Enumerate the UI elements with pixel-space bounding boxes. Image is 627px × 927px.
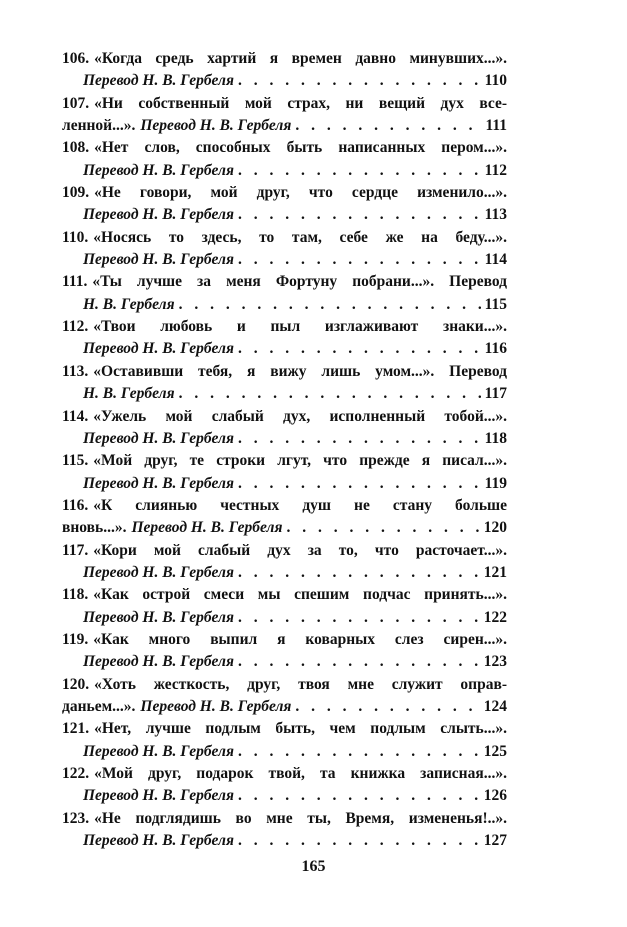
toc-entry-translator: Н. В. Гербеля (83, 295, 175, 313)
leader-dots (295, 115, 481, 137)
toc-entry-translator-line (62, 741, 507, 763)
toc-entry-number: 112. (62, 318, 89, 336)
toc-entry-title-line (62, 674, 507, 696)
toc-entry-translator-line (62, 785, 507, 807)
toc-entry-page: 126 (483, 787, 507, 805)
toc-entry-page: 124 (483, 697, 507, 715)
toc-entry-translator: Перевод Н. В. Гербеля (83, 72, 234, 90)
toc-entry-number: 120. (62, 675, 90, 693)
toc-entry-translator-line (62, 830, 507, 852)
toc-entry-translator: Перевод Н. В. Гербеля (83, 832, 234, 850)
toc-entry-title: «Мой друг, те строки лгут, что прежде я писал...». (93, 452, 507, 470)
toc-entry-title: «Мой друг, подарок твой, та книжка записная...». (94, 765, 507, 782)
toc-entry-translator-line (62, 562, 507, 584)
toc-entry-page: 119 (484, 474, 507, 492)
leader-dots (238, 204, 481, 226)
toc-entry-title-line (62, 137, 507, 159)
toc-entry-translator: Перевод Н. В. Гербеля (83, 474, 234, 492)
toc-entry (62, 406, 507, 451)
toc-entry-title: «Не подглядишь во мне ты, Время, измененья!..». (94, 809, 507, 827)
toc-entry-title-continuation: даньем...». (62, 697, 136, 715)
toc-entry-number: 110. (62, 228, 89, 246)
leader-dots (238, 249, 481, 271)
toc-entry-title-line (62, 584, 507, 606)
leader-dots (238, 70, 481, 92)
toc-entry-title: «Когда средь хартий я времен давно минувших...». (94, 50, 507, 67)
toc-entry-translator-line (62, 517, 507, 539)
toc-entry-title-line (62, 406, 507, 428)
toc-entry-title-line (62, 808, 507, 830)
toc-entry-title-line (62, 718, 507, 740)
leader-dots (179, 383, 481, 405)
toc-entry-title-line (62, 93, 507, 115)
toc-entry-page: 113 (484, 206, 507, 224)
toc-entry-title: «Хоть жесткость, друг, твоя мне служит оправ- (94, 675, 507, 693)
toc-entry-translator: Перевод Н. В. Гербеля (83, 742, 234, 760)
toc-entry (62, 137, 507, 182)
leader-dots (238, 741, 480, 763)
toc-entry-title-line (62, 495, 507, 517)
toc-entry-translator-line (62, 651, 507, 673)
toc-entry (62, 540, 507, 585)
toc-entry-number: 118. (62, 586, 89, 604)
toc-entry-translator: Перевод Н. В. Гербеля (83, 608, 234, 626)
toc-entry-number: 116. (62, 496, 89, 514)
toc-entry-page: 125 (483, 742, 507, 760)
toc-entry-number: 109. (62, 184, 90, 202)
toc-entry (62, 718, 507, 763)
toc-entry-title-line (62, 763, 507, 785)
page-number: 165 (301, 858, 326, 875)
toc-entry (62, 48, 507, 93)
toc-entry-number: 117. (62, 541, 89, 559)
toc-entry-title: «Как острой смеси мы спешим подчас принять...». (93, 586, 507, 604)
toc-entry-title: «Кори мой слабый дух за то, что расточает...». (93, 541, 507, 559)
toc-entry-number: 114. (62, 407, 89, 425)
toc-entry-page: 127 (483, 832, 507, 850)
leader-dots (238, 607, 480, 629)
toc-entry-title-line (62, 182, 507, 204)
leader-dots (238, 160, 481, 182)
toc-entry-page: 121 (483, 563, 507, 581)
toc-entry-title: «Не говори, мой друг, что сердце изменило...». (94, 184, 507, 202)
toc-entry-title-line (62, 271, 507, 293)
toc-entry-translator-line (62, 160, 507, 182)
toc-entry-title-line (62, 316, 507, 338)
toc-entry-title: «Ужель мой слабый дух, исполненный тобой...». (93, 407, 507, 425)
toc-entry-number: 123. (62, 809, 90, 827)
leader-dots (179, 294, 481, 316)
toc-entry-page: 111 (485, 117, 507, 135)
toc-entry (62, 808, 507, 853)
toc-entry-number: 121. (62, 720, 90, 738)
toc-entry-title: «Как много выпил я коварных слез сирен...». (93, 630, 507, 648)
leader-dots (238, 830, 480, 852)
toc-entry-title-continuation: вновь...». (62, 519, 127, 537)
table-of-contents (62, 48, 507, 852)
toc-entry (62, 361, 507, 406)
toc-entry-translator: Перевод Н. В. Гербеля (83, 161, 234, 179)
toc-entry-translator: Перевод Н. В. Гербеля (140, 697, 292, 715)
toc-entry-translator-line (62, 428, 507, 450)
toc-entry-translator: Перевод Н. В. Гербеля (83, 340, 234, 358)
toc-entry-title: «К слиянью честных душ не стану больше (93, 496, 507, 514)
toc-entry-page: 115 (484, 295, 507, 313)
toc-entry-number: 113. (62, 362, 89, 380)
toc-entry-number: 106. (62, 50, 90, 67)
toc-entry (62, 629, 507, 674)
leader-dots (238, 562, 480, 584)
toc-entry-number: 119. (62, 630, 89, 648)
toc-entry-title: «Носясь то здесь, то там, себе же на беду...». (93, 228, 507, 246)
toc-entry (62, 316, 507, 361)
toc-entry-title-line (62, 450, 507, 472)
toc-entry-translator: Перевод Н. В. Гербеля (83, 563, 234, 581)
toc-entry-title: «Ни собственный мой страх, ни вещий дух все- (94, 94, 507, 112)
toc-entry-number: 115. (62, 452, 89, 470)
toc-entry-number: 108. (62, 139, 90, 157)
toc-entry-page: 122 (483, 608, 507, 626)
toc-entry-title: «Твои любовь и пыл изглаживают знаки...». (93, 318, 507, 336)
toc-entry-title-line (62, 48, 507, 70)
leader-dots (286, 517, 479, 539)
toc-entry-translator: Перевод Н. В. Гербеля (83, 251, 234, 269)
toc-entry-translator-line (62, 294, 507, 316)
toc-entry-translator-line (62, 70, 507, 92)
toc-entry (62, 674, 507, 719)
toc-entry-number: 122. (62, 765, 90, 782)
toc-entry-page: 123 (483, 653, 507, 671)
toc-entry-translator-line (62, 473, 507, 495)
toc-entry-page: 110 (484, 72, 507, 90)
leader-dots (238, 428, 481, 450)
toc-entry-translator: Н. В. Гербеля (83, 385, 175, 403)
leader-dots (238, 473, 481, 495)
toc-entry (62, 182, 507, 227)
toc-entry-title: «Нет слов, способных быть написанных пером...». (94, 139, 507, 157)
toc-entry-title: «Оставивши тебя, я вижу лишь умом...». Перевод (93, 362, 507, 380)
toc-entry-page: 117 (484, 385, 507, 403)
leader-dots (238, 785, 480, 807)
leader-dots (295, 696, 479, 718)
toc-entry-number: 111. (62, 273, 88, 291)
toc-entry (62, 450, 507, 495)
toc-entry-page: 116 (484, 340, 507, 358)
toc-entry-translator-line (62, 204, 507, 226)
leader-dots (238, 338, 481, 360)
toc-entry (62, 495, 507, 540)
toc-entry-translator: Перевод Н. В. Гербеля (83, 206, 234, 224)
toc-entry-page: 114 (484, 251, 507, 269)
toc-entry-translator-line (62, 115, 507, 137)
toc-entry-translator-line (62, 383, 507, 405)
toc-entry-title-line (62, 629, 507, 651)
toc-entry-page: 120 (483, 519, 507, 537)
toc-entry-translator: Перевод Н. В. Гербеля (83, 653, 234, 671)
toc-entry-page: 112 (484, 161, 507, 179)
toc-entry-number: 107. (62, 94, 90, 112)
toc-entry-translator: Перевод Н. В. Гербеля (83, 787, 234, 805)
toc-entry-translator-line (62, 696, 507, 718)
toc-entry-translator: Перевод Н. В. Гербеля (131, 519, 283, 537)
toc-entry-title-line (62, 361, 507, 383)
toc-entry-title-line (62, 540, 507, 562)
toc-entry (62, 271, 507, 316)
toc-entry-title-continuation: ленной...». (62, 117, 136, 135)
toc-entry (62, 584, 507, 629)
toc-entry-translator: Перевод Н. В. Гербеля (140, 117, 292, 135)
toc-entry-title: «Ты лучше за меня Фортуну побрани...». Перевод (92, 273, 507, 291)
leader-dots (238, 651, 480, 673)
toc-entry-title: «Нет, лучше подлым быть, чем подлым слыть...». (94, 720, 507, 738)
toc-entry (62, 227, 507, 272)
toc-entry-translator-line (62, 338, 507, 360)
toc-entry-title-line (62, 227, 507, 249)
toc-entry (62, 93, 507, 138)
toc-entry-translator-line (62, 249, 507, 271)
toc-entry-translator-line (62, 607, 507, 629)
toc-entry (62, 763, 507, 808)
toc-entry-page: 118 (484, 429, 507, 447)
toc-entry-translator: Перевод Н. В. Гербеля (83, 429, 234, 447)
